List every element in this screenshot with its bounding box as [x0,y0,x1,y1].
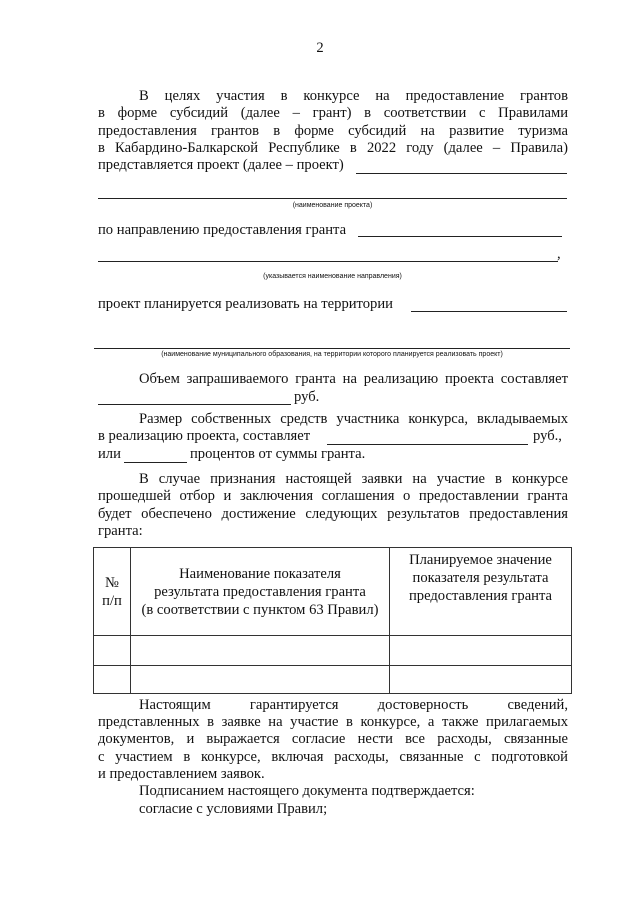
header-planned-value-line-3: предоставления гранта [408,588,553,604]
direction-blank [358,236,562,237]
own-funds-line-2-currency: руб., [533,428,562,444]
table-row [94,666,572,694]
table-cell [390,666,572,694]
signing-line-2: согласие с условиями Правил; [139,801,328,817]
caption-direction: (указывается наименование направления) [263,273,402,280]
guarantee-line-2: представленных в заявке на участие в конкурсе, а также прилагаемых [98,714,568,730]
recognition-line-1: В случае признания настоящей заявки на участие в конкурсе [139,471,568,487]
direction-label: по направлению предоставления гранта [98,222,347,238]
table-cell [94,636,131,666]
intro-line-1: В целях участия в конкурсе на предоставление грантов [139,88,568,104]
own-funds-line-3-suffix: процентов от суммы гранта. [190,446,366,462]
own-funds-line-3-prefix: или [98,446,121,462]
own-funds-amount-blank [327,444,528,445]
results-table [93,547,572,694]
intro-line-2: в форме субсидий (далее – грант) в соответствии с Правилами [98,105,568,121]
table-row [94,636,572,666]
direction-blank-2 [98,261,558,262]
territory-blank-2 [94,348,570,349]
recognition-line-4: гранта: [98,523,143,539]
project-name-blank-2 [98,198,567,199]
guarantee-line-1: Настоящим гарантируется достоверность сведений, [139,697,568,713]
grant-volume-currency: руб. [294,389,320,405]
header-planned-value-line-1: Планируемое значение [409,552,552,568]
grant-volume-line-1: Объем запрашиваемого гранта на реализацию проекта составляет [139,371,568,387]
own-funds-percent-blank [124,462,187,463]
guarantee-line-3: документов, и выражается согласие нести все расходы, связанные [98,731,568,747]
header-indicator-line-2: результата предоставления гранта [154,583,366,600]
guarantee-line-4: с участием в конкурсе, включая расходы, связанные с подготовкой [98,749,568,765]
intro-line-4: в Кабардино-Балкарской Республике в 2022 году (далее – Правила) [98,140,568,156]
header-planned-value [390,548,572,636]
signing-line-1: Подписанием настоящего документа подтверждается: [139,783,475,799]
intro-line-5: представляется проект (далее – проект) [98,157,344,173]
recognition-line-3: будет обеспечено достижение следующих результатов предоставления [98,506,568,522]
intro-line-3: предоставления грантов в форме субсидий на развитие туризма [98,123,568,139]
header-indicator [131,548,390,636]
territory-blank [411,311,567,312]
header-number [94,548,131,636]
header-planned-value-line-2: показателя результата [412,570,549,586]
table-header-row [94,548,572,636]
recognition-line-2: прошедшей отбор и заключения соглашения о предоставлении гранта [98,488,568,504]
territory-label: проект планируется реализовать на территории [98,296,393,312]
own-funds-line-1: Размер собственных средств участника конкурса, вкладываемых [139,411,568,427]
project-name-blank [356,173,567,174]
grant-volume-blank [98,404,291,405]
header-number-line-2: п/п [102,592,122,609]
table-cell [390,636,572,666]
header-indicator-line-3: (в соответствии с пунктом 63 Правил) [141,601,379,618]
guarantee-line-5: и предоставлением заявок. [98,766,265,782]
caption-territory: (наименование муниципального образования, на территории которого планируется реализовать проект) [161,351,503,358]
table-cell [131,666,390,694]
page-number: 2 [316,40,324,56]
table-cell [94,666,131,694]
table-cell [131,636,390,666]
own-funds-line-2-prefix: в реализацию проекта, составляет [98,428,311,444]
direction-comma: , [557,246,561,262]
header-number-line-1: № [105,574,119,591]
header-indicator-line-1: Наименование показателя [179,565,341,582]
caption-project: (наименование проекта) [292,202,373,209]
